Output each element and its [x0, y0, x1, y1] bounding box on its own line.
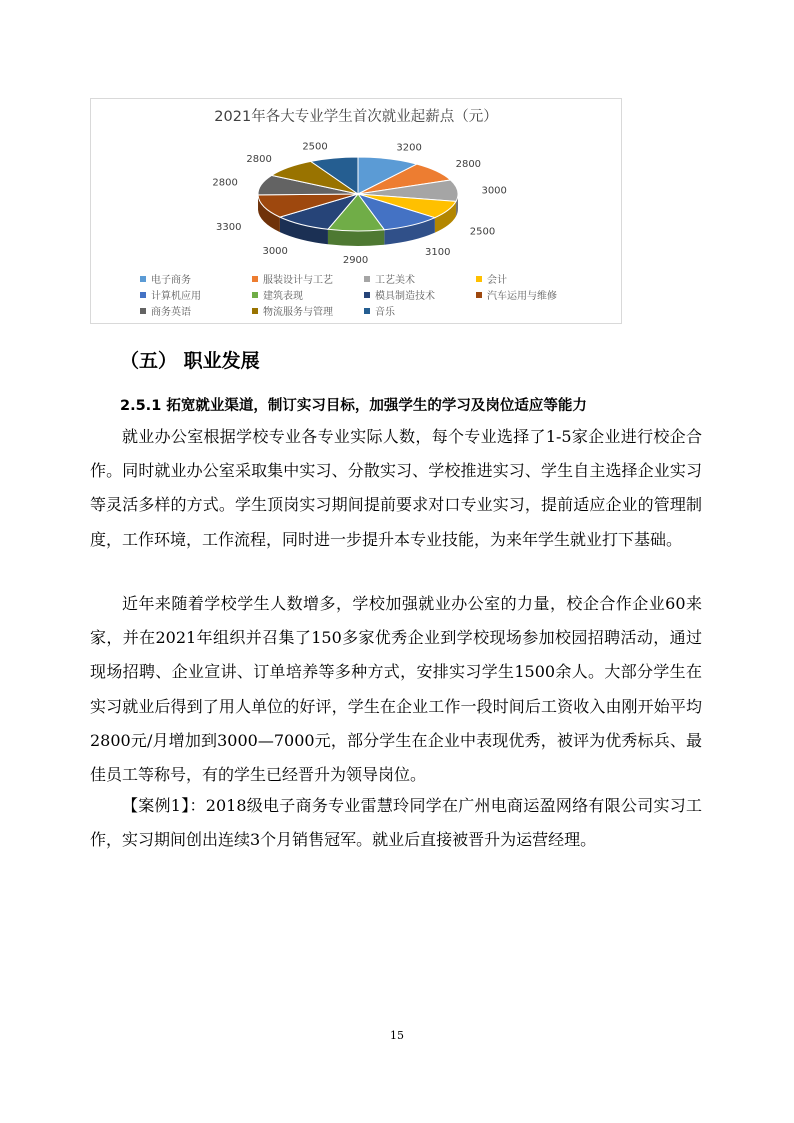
data-label: 3100: [425, 247, 451, 259]
legend-swatch: [252, 276, 258, 282]
legend-item: [252, 303, 333, 318]
chart-title: 2021年各大专业学生首次就业起薪点（元）: [214, 109, 498, 125]
pie-chart: [90, 98, 622, 324]
paragraph-1-block: [90, 420, 702, 557]
legend-item: [140, 303, 191, 318]
data-label: 2800: [212, 177, 238, 189]
data-label: 3000: [481, 185, 507, 197]
data-label: 3000: [262, 246, 288, 258]
legend-swatch: [476, 292, 482, 298]
legend-label: 电子商务: [151, 275, 191, 286]
legend-swatch: [140, 308, 146, 314]
legend-swatch: [364, 276, 370, 282]
legend-label: 计算机应用: [151, 291, 201, 302]
paragraph-3-block: [90, 789, 702, 857]
data-label: 3200: [396, 142, 422, 154]
data-label: 2800: [246, 154, 272, 166]
legend-swatch: [140, 276, 146, 282]
legend-item: [364, 271, 415, 286]
legend-item: [476, 287, 557, 302]
legend-item: [252, 271, 333, 286]
pie-slice-side: [328, 229, 384, 246]
paragraph: 近年来随着学校学生人数增多，学校加强就业办公室的力量，校企合作企业60来家，并在2021年组织并召集了150多家优秀企业到学校现场参加校园招聘活动，通过现场招聘、企业宣讲、订单培养等多种方式，安排实习学生1500余人。大部分学生在实习就业后得到了用人单位的好评，学生在企业工作一段时间后工资收入由刚开始平均2800元/月增加到3000—7000元，部分学生在企业中表现优秀，被评为优秀标兵、最佳员工等称号，有的学生已经晋升为领导岗位。: [90, 594, 702, 785]
data-label: 2800: [455, 159, 482, 171]
legend-label: 模具制造技术: [375, 291, 435, 302]
legend-swatch: [252, 292, 258, 298]
legend-item: [364, 287, 435, 302]
legend-item: [140, 271, 191, 286]
paragraph: 就业办公室根据学校专业各专业实际人数，每个专业选择了1-5家企业进行校企合作。同时就业办公室采取集中实习、分散实习、学校推进实习、学生自主选择企业实习等灵活多样的方式。学生顶岗实习期间提前要求对口专业实习，提前适应企业的管理制度，工作环境，工作流程，同时进一步提升本专业技能，为来年学生就业打下基础。: [90, 427, 702, 549]
legend-swatch: [364, 292, 370, 298]
legend-swatch: [140, 292, 146, 298]
legend-label: 音乐: [375, 307, 395, 318]
legend-label: 会计: [487, 275, 507, 286]
data-label: 3300: [216, 222, 242, 234]
section-heading: （五） 职业发展: [120, 350, 260, 372]
legend-label: 物流服务与管理: [263, 307, 333, 318]
paragraph-2-block: [90, 587, 702, 792]
legend-label: 汽车运用与维修: [487, 291, 557, 302]
legend-swatch: [476, 276, 482, 282]
legend-label: 服装设计与工艺: [263, 275, 333, 286]
data-label: 2900: [342, 254, 369, 266]
legend-item: [140, 287, 201, 302]
legend-item: [476, 271, 507, 286]
paragraph: 【案例1】：2018级电子商务专业雷慧玲同学在广州电商运盈网络有限公司实习工作，实习期间创出连续3个月销售冠军。就业后直接被晋升为运营经理。: [90, 796, 702, 850]
legend-label: 商务英语: [151, 307, 191, 318]
data-label: 2500: [469, 226, 496, 238]
subsection-heading: 2.5.1 拓宽就业渠道，制订实习目标，加强学生的学习及岗位适应等能力: [120, 398, 587, 414]
legend-label: 工艺美术: [375, 275, 415, 286]
data-label: 2500: [302, 141, 328, 153]
legend-item: [252, 287, 303, 302]
page-number: 15: [390, 1029, 404, 1042]
legend-swatch: [364, 308, 370, 314]
legend-label: 建筑表现: [263, 291, 303, 302]
legend-swatch: [252, 308, 258, 314]
legend-item: [364, 303, 395, 318]
